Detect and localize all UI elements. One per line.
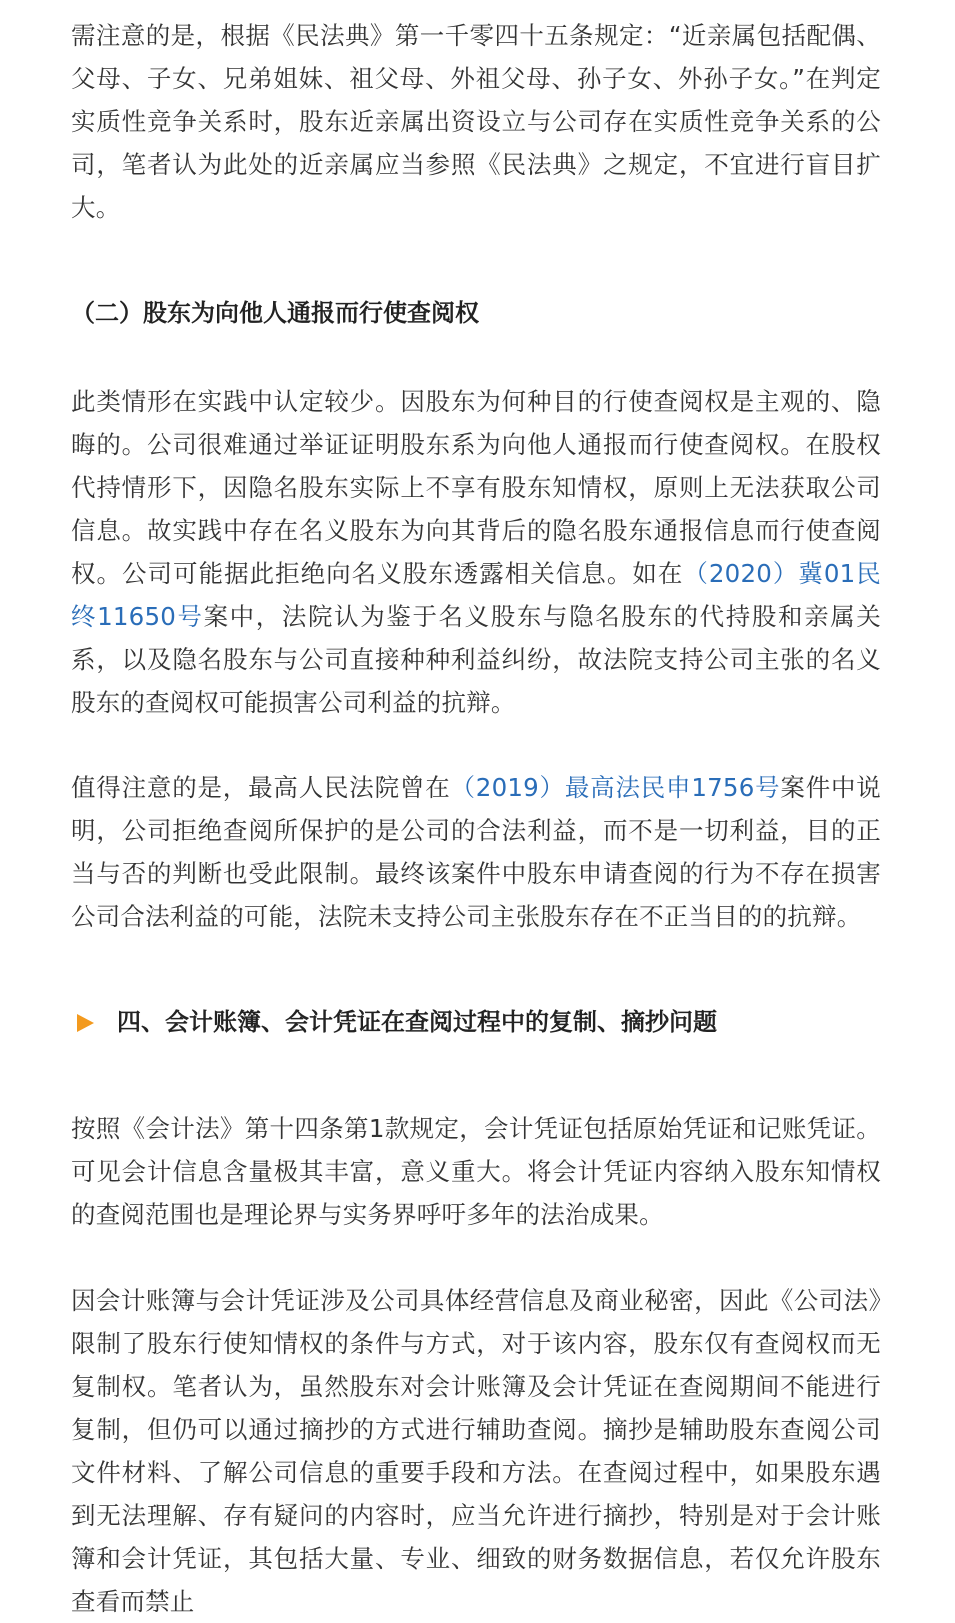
- paragraph-accounting-law: 按照《会计法》第十四条第1款规定，会计凭证包括原始凭证和记账凭证。可见会计信息含量极其丰富，意义重大。将会计凭证内容纳入股东知情权的查阅范围也是理论界与实务界呼吁多年的法治成果。: [71, 1114, 881, 1229]
- article-body: [71, 0, 881, 1623]
- paragraph-text: 值得注意的是，最高人民法院曾在: [71, 773, 451, 802]
- paragraph-text: 案中，法院认为鉴于名义股东与隐名股东的代持股和亲属关系，以及隐名股东与公司直接种种利益纠纷，故法院支持公司主张的名义股东的查阅权可能损害公司利益的抗辩。: [71, 602, 882, 717]
- case-link-2020[interactable]: （2020）冀01民终11650号: [71, 559, 881, 631]
- paragraph-text: 案件中说明，公司拒绝查阅所保护的是公司的合法利益，而不是一切利益，目的正当与否的判断也受此限制。最终该案件中股东申请查阅的行为不存在损害公司合法利益的可能，法院未支持公司主张股东存在不正当目的的抗辩。: [71, 773, 882, 931]
- paragraph-supreme-court: [71, 766, 881, 938]
- play-arrow-icon: [77, 1014, 94, 1032]
- paragraph-copy-excerpt: 因会计账簿与会计凭证涉及公司具体经营信息及商业秘密，因此《公司法》限制了股东行使知情权的条件与方式，对于该内容，股东仅有查阅权而无复制权。笔者认为，虽然股东对会计账簿及会计凭证在查阅期间不能进行复制，但仍可以通过摘抄的方式进行辅助查阅。摘抄是辅助股东查阅公司文件材料、了解公司信息的重要手段和方法。在查阅过程中，如果股东遇到无法理解、存有疑问的内容时，应当允许进行摘抄，特别是对于会计账簿和会计凭证，其包括大量、专业、细致的财务数据信息，若仅允许股东查看而禁止: [71, 1286, 881, 1616]
- section-heading-4-text: 四、会计账簿、会计凭证在查阅过程中的复制、摘抄问题: [117, 1008, 717, 1036]
- paragraph-text: 此类情形在实践中认定较少。因股东为何种目的行使查阅权是主观的、隐晦的。公司很难通过举证证明股东系为向他人通报而行使查阅权。在股权代持情形下，因隐名股东实际上不享有股东知情权，原则上无法获取公司信息。故实践中存在名义股东为向其背后的隐名股东通报信息而行使查阅权。公司可能据此拒绝向名义股东透露相关信息。如在: [71, 387, 881, 588]
- section-heading-2: （二）股东为向他人通报而行使查阅权: [71, 299, 479, 327]
- paragraph-notify-others: [71, 380, 881, 724]
- section-heading-4: [71, 1001, 881, 1044]
- paragraph-near-relatives: 需注意的是，根据《民法典》第一千零四十五条规定：“近亲属包括配偶、父母、子女、兄弟姐妹、祖父母、外祖父母、孙子女、外孙子女。”在判定实质性竞争关系时，股东近亲属出资设立与公司存在实质性竞争关系的公司，笔者认为此处的近亲属应当参照《民法典》之规定，不宜进行盲目扩大。: [71, 21, 881, 222]
- case-link-2019[interactable]: （2019）最高法民申1756号: [450, 773, 781, 802]
